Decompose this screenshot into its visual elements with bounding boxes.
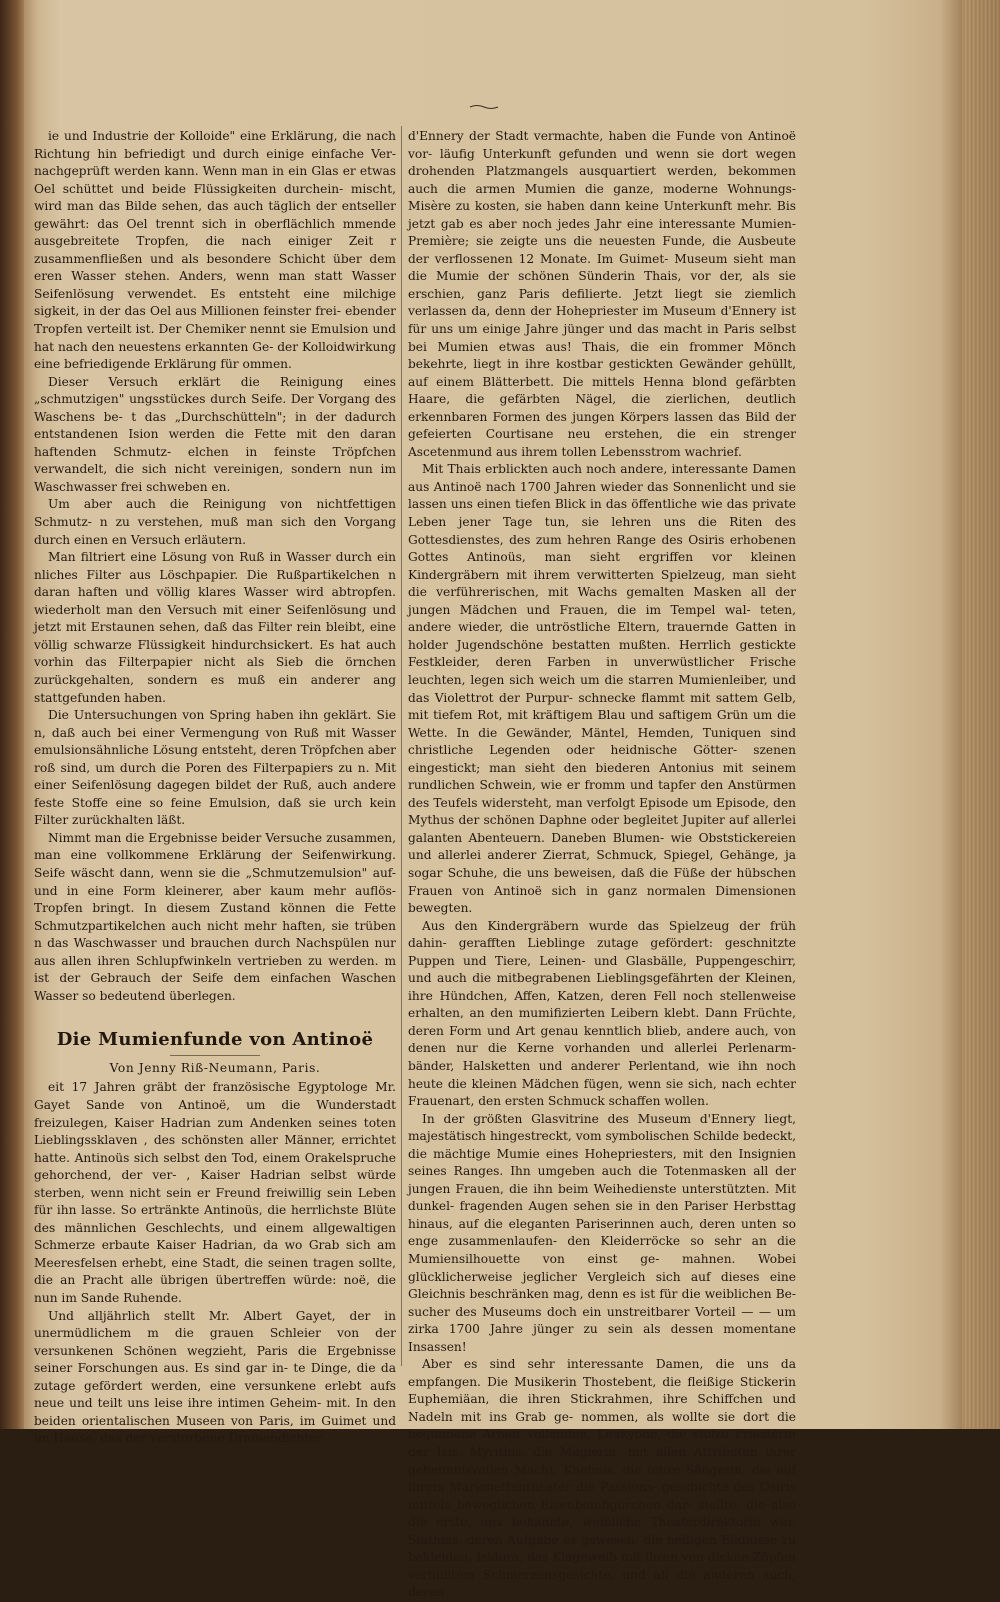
column-divider bbox=[401, 126, 402, 1366]
right-paragraph-4: In der größten Glasvitrine des Museum d'Ennery liegt, majestätisch hingestreckt, vom symbolischen Schilde bedeckt, die mächtige Mumie eines Hohepriesters, mit den Insignien seines Ranges. Ihn umgeben auch die Totenmasken all der jungen Frauen, die ihn beim Weihedienste unterstützten. Mit dunkel- fragenden Augen sehen sie in den Pariser Herbsttag hinaus, auf die eleganten Pariserinnen auch, deren unten so enge zusammenlaufen- den Kleiderröcke so sehr an die Mumiensilhouette von einst ge- mahnen. Wobei glücklicherweise jeglicher Vergleich sich auf dieses eine Gleichnis beschränken mag, denn es ist für die weiblichen Be- sucher des Museums doch ein unstreitbarer Vorteil — — um zirka 1700 Jahre jünger zu sein als dessen momentane Insassen! bbox=[408, 1111, 796, 1354]
title-rule bbox=[170, 1055, 260, 1056]
article-title: Die Mumienfunde von Antinoë bbox=[56, 1029, 374, 1051]
page-edge bbox=[962, 0, 1000, 1429]
article-byline: Von Jenny Riß-Neumann, Paris. bbox=[109, 1060, 321, 1075]
header-ornament bbox=[470, 104, 498, 110]
right-paragraph-5: Aber es sind sehr interessante Damen, die uns da empfangen. Die Musikerin Thostebent, die fleißige Stickerin Euphemiäan, die ihren Stickrahmen, ihre Schiffchen und Nadeln mit ins Grab ge- nommen, als wollte sie dort die begonnene Arbeit vollenden, Leukyöne, die stolze Priesterin der Isis, Myrithis, die Magierin, mit allen Attributen ihrer geheimnisvollen Macht, Khelmis, die teure Sängerin, die auf ihrem Marionettentheater die Passions- geschichte des Osiris mittels beweglichen Eisenbeinfigürchen dar- stellte, die also die erste, uns bekannte, weibliche Theaterdirektorin war, Sluthias, deren Aufgabe es gewesen, die heiligen Bildnisse zu bekleiden, Isidora, das Klageweib mit ihren von dicken Zöpfen verhülltem Schmerzensgesichte, und all die anderen auch, deren bbox=[408, 1357, 796, 1600]
left-paragraph-3: Um aber auch die Reinigung von nichtfettigen Schmutz- n zu verstehen, muß man sich den Vorgang durch einen en Versuch erläutern. bbox=[34, 497, 396, 547]
left-paragraph-4: Man filtriert eine Lösung von Ruß in Wasser durch ein nliches Filter aus Löschpapier. Die Rußpartikelchen n daran haften und völlig klares Wasser wird abtropfen. wiederholt man den Versuch mit einer Seifenlösung und jetzt mit Erstaunen sehen, daß das Filter rein bleibt, eine völlig schwarze Flüssigkeit hindurchsickert. Es hat auch vorhin das Filterpapier nicht als Sieb die örnchen zurückgehalten, sondern es muß ein anderer ang stattgefunden haben. bbox=[34, 550, 396, 705]
article-paragraph-2: Und alljährlich stellt Mr. Albert Gayet, der in unermüdlichem m die grauen Schleier von der versunkenen Schönen wegzieht, Paris die Ergebnisse seiner Forschungen aus. Es sind gar in- te Dinge, die da zutage gefördert werden, eine versunkene erlebt aufs neue und teilt uns leise ihre intimen Geheim- mit. In den beiden orientalischen Museen von Paris, im Guimet und im Hause, das der verstorbene Dramendichter bbox=[34, 1308, 396, 1446]
left-paragraph-5: Die Untersuchungen von Spring haben ihn geklärt. Sie n, daß auch bei einer Vermengung von Ruß mit Wasser emulsionsähnliche Lösung entsteht, deren Tröpfchen aber roß sind, um durch die Poren des Filterpapiers zu n. Mit einer Seifenlösung dagegen bildet der Ruß, auch andere feste Stoffe eine so feine Emulsion, daß sie urch kein Filter zurückhalten läßt. bbox=[34, 708, 396, 828]
article-paragraph-1: eit 17 Jahren gräbt der französische Egyptologe Mr. Gayet Sande von Antinoë, um die Wunderstadt freizulegen, Kaiser Hadrian zum Andenken seines toten Lieblingssklaven , des schönsten aller Männer, errichtet hatte. Antinoüs sich selbst den Tod, einem Orakelspruche gehorchend, der ver- , Kaiser Hadrian selbst würde sterben, wenn nicht sein er Freund freiwillig sein Leben für ihn lasse. So ertränkte Antinoüs, die herrlichste Blüte des männlichen Geschlechts, und einem allgewaltigen Schmerze erbaute Kaiser Hadrian, da wo Grab sich am Meeresfelsen erhebt, eine Stadt, die seinen tragen sollte, die an Pracht alle übrigen übertreffen würde: noë, die nun im Sande Ruhende. bbox=[34, 1080, 396, 1305]
left-paragraph-6: Nimmt man die Ergebnisse beider Versuche zusammen, man eine vollkommene Erklärung der Seifenwirkung. Seife wäscht dann, wenn sie die „Schmutzemulsion" auf- und in eine Form kleinerer, aber kaum mehr auflös- Tropfen bringt. In diesem Zustand können die Fette Schmutzpartikelchen auch nicht mehr haften, sie trüben n das Waschwasser und brauchen durch Nachspülen nur aus allen ihren Schlupfwinkeln vertrieben zu werden. m ist der Gebrauch der Seife dem einfachen Waschen Wasser so bedeutend überlegen. bbox=[34, 830, 396, 1003]
left-column bbox=[34, 128, 396, 1448]
left-paragraph-1: ie und Industrie der Kolloide" eine Erklärung, die nach Richtung hin befriedigt und durch einige einfache Ver- nachgeprüft werden kann. Wenn man in ein Glas er etwas Oel schüttet und beide Flüssigkeiten durchein- mischt, wird man das Bilde sehen, das auch täglich der entseller gewährt: das Oel trennt sich in oberflächlich mmende ausgebreitete Tropfen, die nach einiger Zeit r zusammenfließen und als besondere Schicht über dem eren Wasser stehen. Anders, wenn man statt Wasser Seifenlösung verwendet. Es entsteht eine milchige sigkeit, in der das Oel aus Millionen feinster frei- ebender Tropfen verteilt ist. Der Chemiker nennt sie Emulsion und hat nach den neuestens erkannten Ge- der Kolloidwirkung eine befriedigende Erklärung für ommen. bbox=[34, 129, 396, 372]
right-paragraph-1: d'Ennery der Stadt vermachte, haben die Funde von Antinoë vor- läufig Unterkunft gefunden und wenn sie dort wegen drohenden Platzmangels ausquartiert werden, bekommen auch die armen Mumien die ganze, moderne Wohnungs-Misère zu kosten, sie haben dann keine Unterkunft mehr. Bis jetzt gab es aber noch jedes Jahr eine interessante Mumien-Première; sie zeigte uns die neuesten Funde, die Ausbeute der verflossenen 12 Monate. Im Guimet- Museum sieht man die Mumie der schönen Sünderin Thais, vor der, als sie erschien, ganz Paris defilierte. Jetzt liegt sie ziemlich verlassen da, denn der Hohepriester im Museum d'Ennery ist für uns um einige Jahre jünger und das macht in Paris selbst bei Mumien etwas aus! Thais, die ein frommer Mönch bekehrte, liegt in ihre kostbar gestickten Gewänder gehüllt, auf einem Blätterbett. Die mittels Henna blond gefärbten Haare, die gefärbten Nägel, die zierlichen, deutlich erkennbaren Formen des jungen Körpers lassen das Bild der gefeierten Courtisane neu erstehen, die ein strenger Ascetenmund aus ihrem tollen Lebensstrom wachrief. bbox=[408, 129, 796, 459]
book-spine bbox=[0, 0, 24, 1429]
left-paragraph-2: Dieser Versuch erklärt die Reinigung eines „schmutzigen" ungsstückes durch Seife. Der Vorgang des Waschens be- t das „Durchschütteln"; in der dadurch entstandenen Ision werden die Fette mit den daran haftenden Schmutz- elchen in feinste Tröpfchen verwandelt, die sich nicht vereinigen, sondern nun im Waschwasser frei schweben en. bbox=[34, 374, 396, 494]
right-column bbox=[408, 128, 796, 1602]
right-paragraph-2: Mit Thais erblickten auch noch andere, interessante Damen aus Antinoë nach 1700 Jahren wieder das Sonnenlicht und sie lassen uns einen tiefen Blick in das öffentliche wie das private Leben jener Tage tun, sie lehren uns die Riten des Gottesdienstes, des zum hehren Range des Osiris erhobenen Gottes Antinoüs, man sieht ergriffen vor kleinen Kindergräbern mit ihrem verwitterten Spielzeug, man sieht die verführerischen, mit Wachs gemalten Masken all der jungen Mädchen und Frauen, die im Tempel wal- teten, andere wieder, die untröstliche Eltern, trauernde Gatten in holder Jugendschöne bestatten mußten. Herrlich gestickte Festkleider, deren Farben in unverwüstlicher Frische leuchten, legen sich weich um die starren Mumienleiber, und das Violettrot der Purpur- schnecke flammt mit sattem Gelb, mit tiefem Rot, mit kräftigem Blau und saftigem Grün um die Wette. In die Gewänder, Mäntel, Hemden, Tuniquen sind christliche Legenden oder heidnische Götter- szenen eingestickt; man sieht den biederen Antonius mit seinem rundlichen Schwein, wie er fromm und tapfer den Anstürmen des Teufels widersteht, man verfolgt Episode um Episode, den Mythus der schönen Daphne oder begleitet Jupiter auf allerlei galanten Abenteuern. Daneben Blumen- wie Obststickereien und allerlei anderer Zierrat, Schmuck, Spiegel, Gehänge, ja sogar Schuhe, die uns beweisen, daß die Füße der hübschen Frauen von Antinoë sich in ganz normalen Dimensionen bewegten. bbox=[408, 462, 796, 916]
right-paragraph-3: Aus den Kindergräbern wurde das Spielzeug der früh dahin- gerafften Lieblinge zutage gefördert: geschnitzte Puppen und Tiere, Leinen- und Glasbälle, Puppengeschirr, und auch die mitbegrabenen Lieblingsgefährten der Kleinen, ihre Hündchen, Affen, Katzen, deren Fell noch stellenweise erhalten, an den mumifizierten Leibern klebt. Dann Früchte, deren Form und Art genau kenntlich blieb, andere auch, von denen nur die Kerne vorhanden und allerlei Perlenarm- bänder, Halsketten und anderer Perlentand, wie ihn noch heute die kleinen Mädchen fügen, wenn sie sich, nach echter Frauenart, den ersten Schmuck schaffen wollen. bbox=[408, 918, 796, 1109]
